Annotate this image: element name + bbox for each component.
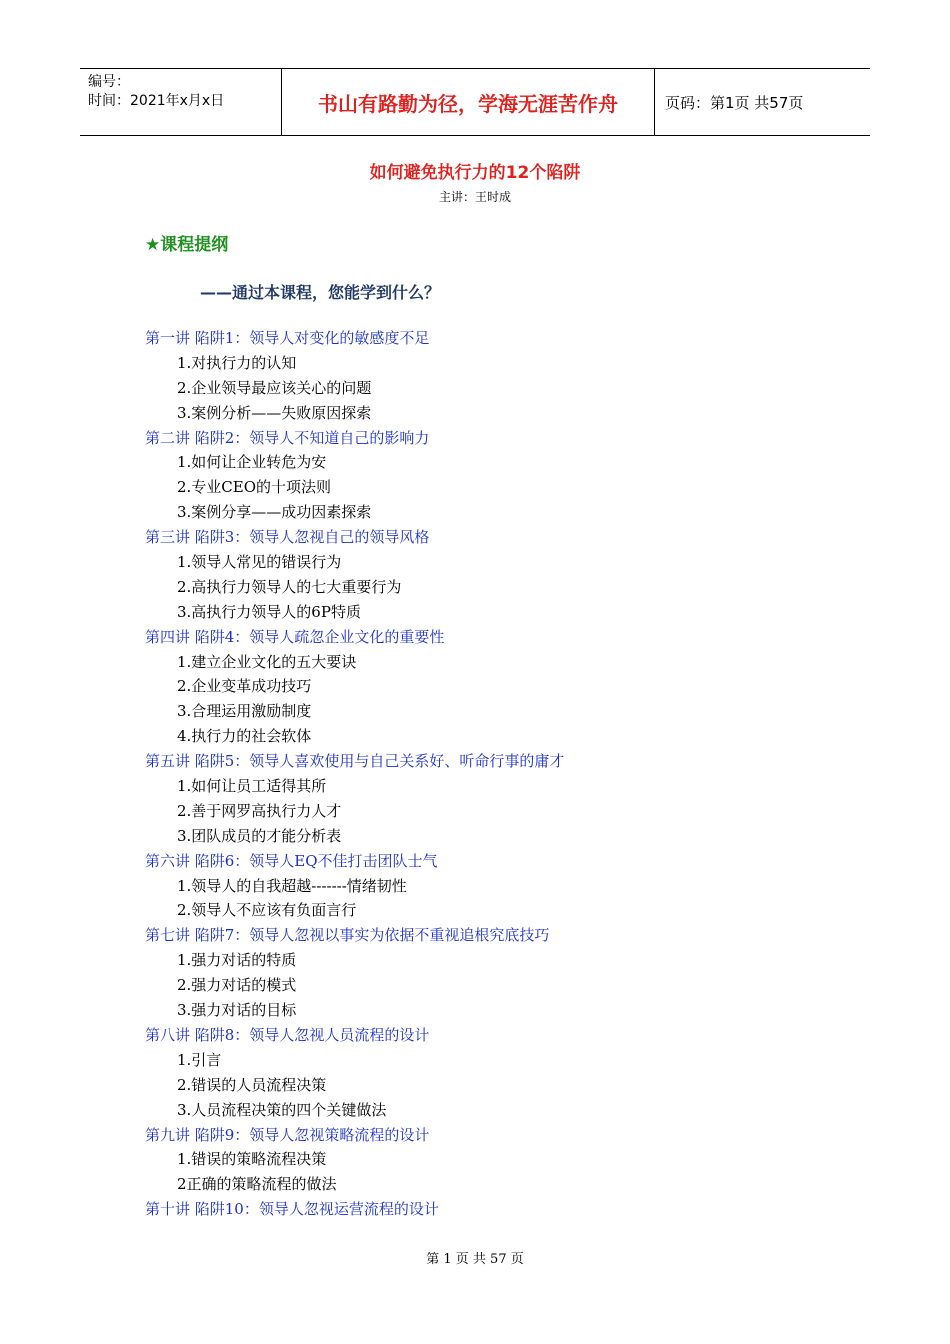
outline-item: 3.合理运用激励制度: [177, 702, 312, 721]
header-page-info: 页码：第1页 共57页: [665, 93, 804, 112]
lecture-heading: 第四讲 陷阱4：领导人疏忽企业文化的重要性: [145, 627, 445, 646]
section-heading: ★课程提纲: [145, 235, 229, 255]
outline-item: 1.领导人常见的错误行为: [177, 553, 342, 572]
outline-item: 3.案例分享——成功因素探索: [177, 503, 372, 522]
outline-item: 1.领导人的自我超越-------情绪韧性: [177, 876, 407, 895]
lecture-heading: 第六讲 陷阱6：领导人EQ不佳打击团队士气: [145, 851, 438, 870]
outline-item: 2.善于网罗高执行力人才: [177, 801, 342, 820]
page-header: [80, 68, 870, 136]
outline-item: 1.引言: [177, 1050, 222, 1069]
page-footer: 第 1 页 共 57 页: [426, 1252, 524, 1267]
lecture-heading: 第七讲 陷阱7：领导人忽视以事实为依据不重视追根究底技巧: [145, 926, 550, 945]
outline-item: 1.建立企业文化的五大要诀: [177, 652, 357, 671]
outline-item: 2.领导人不应该有负面言行: [177, 901, 357, 920]
document-title: 如何避免执行力的12个陷阱: [369, 163, 581, 183]
outline-item: 2.高执行力领导人的七大重要行为: [177, 577, 402, 596]
outline-item: 1.如何让企业转危为安: [177, 453, 327, 472]
outline-item: 3.团队成员的才能分析表: [177, 826, 342, 845]
course-outline: [145, 326, 845, 1222]
outline-item: 3.强力对话的目标: [177, 1001, 297, 1020]
outline-item: 2.企业变革成功技巧: [177, 677, 312, 696]
outline-item: 4.执行力的社会软体: [177, 727, 312, 746]
lecture-heading: 第三讲 陷阱3：领导人忽视自己的领导风格: [145, 528, 430, 547]
outline-item: 1.强力对话的特质: [177, 951, 297, 970]
speaker-line: 主讲：王时成: [438, 190, 511, 204]
outline-item: 1.错误的策略流程决策: [177, 1150, 327, 1169]
header-meta: [80, 69, 282, 135]
lecture-heading: 第二讲 陷阱2：领导人不知道自己的影响力: [145, 428, 430, 447]
number-label: 编号：: [88, 74, 130, 90]
outline-item: 3.案例分析——失败原因探索: [177, 403, 372, 422]
lecture-heading: 第九讲 陷阱9：领导人忽视策略流程的设计: [145, 1125, 430, 1144]
time-label: 时间：2021年x月x日: [88, 93, 225, 109]
lecture-heading: 第一讲 陷阱1：领导人对变化的敏感度不足: [145, 329, 430, 347]
header-motto: 书山有路勤为径，学海无涯苦作舟: [282, 69, 655, 135]
outline-item: 3.高执行力领导人的6P特质: [177, 602, 361, 621]
outline-item: 2.错误的人员流程决策: [177, 1075, 327, 1094]
outline-item: 3.人员流程决策的四个关键做法: [177, 1100, 387, 1119]
outline-item: 2.企业领导最应该关心的问题: [177, 378, 372, 397]
lecture-heading: 第八讲 陷阱8：领导人忽视人员流程的设计: [145, 1025, 430, 1044]
lecture-heading: 第五讲 陷阱5：领导人喜欢使用与自己关系好、听命行事的庸才: [145, 752, 565, 771]
outline-item: 2.强力对话的模式: [177, 976, 297, 995]
lecture-heading: 第十讲 陷阱10：领导人忽视运营流程的设计: [145, 1200, 439, 1219]
section-subheading: ——通过本课程，您能学到什么？: [200, 283, 441, 302]
outline-item: 1.对执行力的认知: [177, 353, 297, 372]
outline-item: 2正确的策略流程的做法: [177, 1175, 337, 1194]
outline-item: 2.专业CEO的十项法则: [177, 478, 332, 497]
outline-item: 1.如何让员工适得其所: [177, 777, 327, 796]
